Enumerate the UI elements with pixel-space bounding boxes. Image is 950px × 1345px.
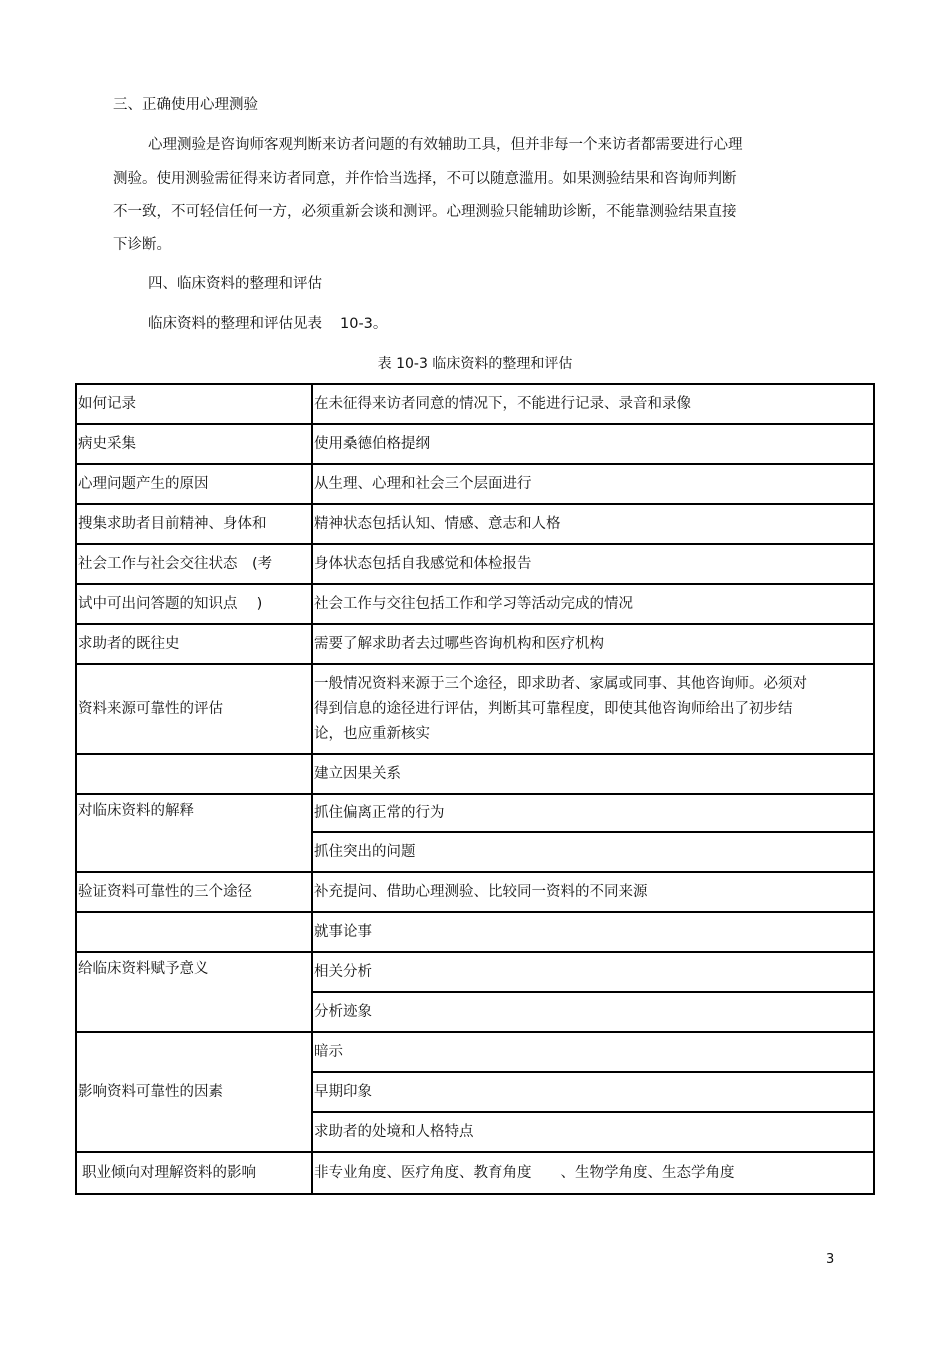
row-label: 搜集求助者目前精神、身体和 — [76, 504, 312, 544]
row-value: 相关分析 — [312, 952, 874, 992]
row-label — [76, 754, 312, 794]
row-value: 求助者的处境和人格特点 — [312, 1112, 874, 1152]
row-value: 在未征得来访者同意的情况下，不能进行记录、录音和录像 — [312, 384, 874, 424]
intro-text: 临床资料的整理和评估见表 — [148, 316, 322, 332]
table-caption: 表 10-3 临床资料的整理和评估 — [377, 356, 573, 372]
row-label: 给临床资料赋予意义 — [76, 952, 312, 1032]
table-row — [76, 424, 874, 464]
row-value: 需要了解求助者去过哪些咨询机构和医疗机构 — [312, 624, 874, 664]
row-label: 心理问题产生的原因 — [76, 464, 312, 504]
table-row — [76, 464, 874, 504]
row-label: 求助者的既往史 — [76, 624, 312, 664]
paragraph-line: 不一致，不可轻信任何一方，必须重新会谈和测评。心理测验只能辅助诊断，不能靠测验结果直接 — [113, 204, 737, 220]
table-row — [76, 872, 874, 912]
row-value: 一般情况资料来源于三个途径，即求助者、家属或同事、其他咨询师。必须对得到信息的途径进行评估，判断其可靠程度，即使其他咨询师给出了初步结论，也应重新核实 — [312, 664, 874, 754]
clinical-data-table — [75, 383, 875, 1195]
table-row — [76, 952, 874, 992]
row-label: 如何记录 — [76, 384, 312, 424]
row-label: 验证资料可靠性的三个途径 — [76, 872, 312, 912]
row-value: 精神状态包括认知、情感、意志和人格 — [312, 504, 874, 544]
row-value: 非专业角度、医疗角度、教育角度 、生物学角度、生态学角度 — [312, 1152, 874, 1194]
intro-ref: 10-3。 — [340, 316, 388, 332]
table-row — [76, 794, 874, 832]
row-value: 从生理、心理和社会三个层面进行 — [312, 464, 874, 504]
table-row — [76, 1032, 874, 1072]
row-value: 使用桑德伯格提纲 — [312, 424, 874, 464]
row-label: 影响资料可靠性的因素 — [76, 1032, 312, 1152]
row-value: 抓住偏离正常的行为 — [312, 794, 874, 832]
row-value: 暗示 — [312, 1032, 874, 1072]
table-row — [76, 504, 874, 544]
row-label — [76, 912, 312, 952]
row-value: 建立因果关系 — [312, 754, 874, 794]
table-row — [76, 384, 874, 424]
row-value: 社会工作与交往包括工作和学习等活动完成的情况 — [312, 584, 874, 624]
page-number: 3 — [826, 1252, 835, 1267]
section3-heading: 三、正确使用心理测验 — [113, 97, 258, 113]
section4-heading: 四、临床资料的整理和评估 — [148, 276, 322, 292]
table-row — [76, 544, 874, 584]
row-label: 对临床资料的解释 — [76, 794, 312, 872]
row-label: 社会工作与社会交往状态 (考 — [76, 544, 312, 584]
table-intro — [148, 314, 387, 334]
row-value: 身体状态包括自我感觉和体检报告 — [312, 544, 874, 584]
row-value: 就事论事 — [312, 912, 874, 952]
table-row — [76, 754, 874, 794]
table-row — [76, 912, 874, 952]
row-value: 补充提问、借助心理测验、比较同一资料的不同来源 — [312, 872, 874, 912]
paragraph-line: 心理测验是咨询师客观判断来访者问题的有效辅助工具，但并非每一个来访者都需要进行心理 — [148, 137, 743, 153]
row-value: 抓住突出的问题 — [312, 832, 874, 872]
row-label: 职业倾向对理解资料的影响 — [76, 1152, 312, 1194]
row-value: 早期印象 — [312, 1072, 874, 1112]
table-row — [76, 584, 874, 624]
row-label: 病史采集 — [76, 424, 312, 464]
table-row — [76, 664, 874, 754]
row-label: 试中可出问答题的知识点 ) — [76, 584, 312, 624]
row-label: 资料来源可靠性的评估 — [76, 664, 312, 754]
paragraph-line: 测验。使用测验需征得来访者同意，并作恰当选择，不可以随意滥用。如果测验结果和咨询师判断 — [113, 171, 737, 187]
table-row — [76, 1152, 874, 1194]
table-row — [76, 624, 874, 664]
paragraph-line: 下诊断。 — [113, 237, 171, 253]
row-value: 分析迹象 — [312, 992, 874, 1032]
